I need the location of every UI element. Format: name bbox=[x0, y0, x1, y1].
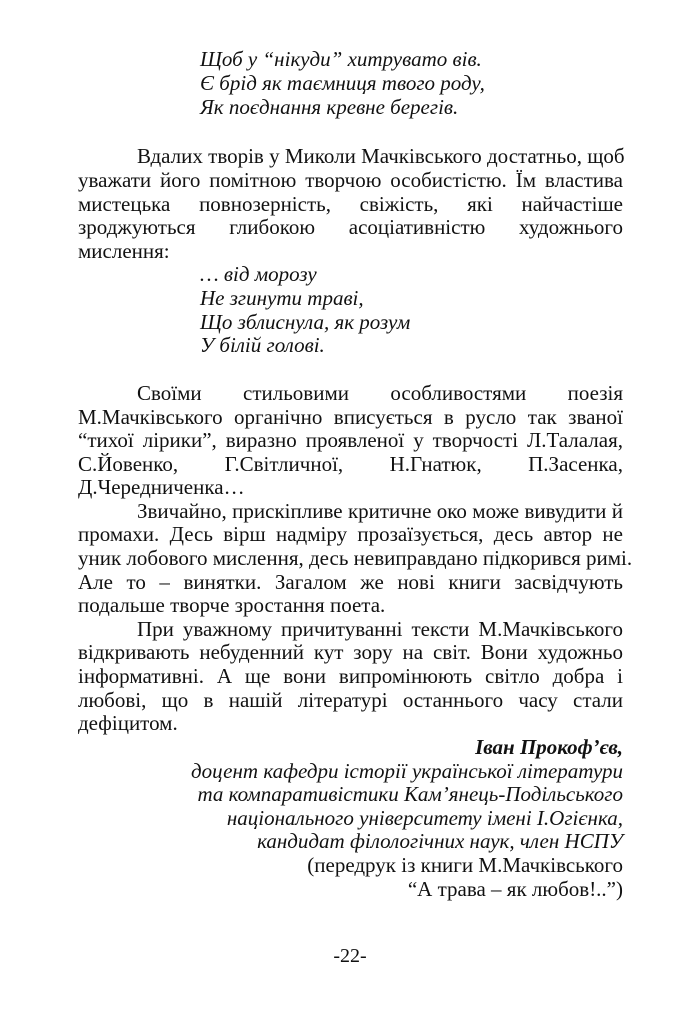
para2-line-3: “тихої лірики”, виразно проявленої у творчості Л.Талалая, bbox=[78, 428, 623, 452]
para3-line-1: Звичайно, прискіпливе критичне око може вивудити й bbox=[137, 499, 623, 523]
para2-line-4: С.Йовенко, Г.Світличної, Н.Гнатюк, П.Засенка, bbox=[78, 452, 623, 476]
para1-line-2: уважати його помітною творчою особистістю. Їм властива bbox=[78, 168, 623, 192]
para4-line-4: любові, що в нашій літературі останнього часу стали bbox=[78, 688, 623, 712]
poem2-line-1: … від морозу bbox=[200, 262, 317, 286]
poem1-line-2: Є брід як таємниця твого роду, bbox=[200, 71, 485, 95]
para4-line-1: При уважному причитуванні тексти М.Мачківського bbox=[137, 617, 623, 641]
poem2-line-4: У білій голові. bbox=[200, 333, 325, 357]
para1-line-4: зроджуються глибокою асоціативністю художнього bbox=[78, 215, 623, 239]
page-number: -22- bbox=[333, 945, 367, 967]
poem1-line-3: Як поєднання кревне берегів. bbox=[200, 95, 459, 119]
para3-line-3: уник лобового мислення, десь невиправдано підкорився римі. bbox=[78, 546, 633, 570]
para4-line-2: відкривають небуденний кут зору на світ. Вони художньо bbox=[78, 640, 623, 664]
reprint-note-line-1: (передрук із книги М.Мачківського bbox=[307, 853, 623, 877]
poem2-line-3: Що зблиснула, як розум bbox=[200, 310, 411, 334]
para4-line-3: інформативні. А ще вони випромінюють світло добра і bbox=[78, 664, 623, 688]
para1-line-5: мислення: bbox=[78, 239, 170, 263]
author-title-line-2: та компаративістики Кам’янець-Подільського bbox=[197, 782, 623, 806]
reprint-note-line-2: “А трава – як любов!..”) bbox=[407, 877, 623, 901]
para2-line-1: Своїми стильовими особливостями поезія bbox=[137, 381, 623, 405]
author-title-line-1: доцент кафедри історії української літератури bbox=[191, 759, 623, 783]
para1-line-1: Вдалих творів у Миколи Мачківського достатньо, щоб bbox=[137, 144, 625, 168]
author-name: Іван Прокоф’єв, bbox=[475, 735, 623, 759]
author-title-line-4: кандидат філологічних наук, член НСПУ bbox=[257, 829, 623, 853]
poem1-line-1: Щоб у “нікуди” хитрувато вів. bbox=[200, 47, 482, 71]
para4-line-5: дефіцитом. bbox=[78, 711, 178, 735]
para3-line-5: подальше творче зростання поета. bbox=[78, 593, 386, 617]
poem2-line-2: Не згинути траві, bbox=[200, 286, 364, 310]
author-title-line-3: національного університету імені І.Огієнка, bbox=[226, 806, 623, 830]
para2-line-2: М.Мачківського органічно вписується в русло так званої bbox=[78, 405, 623, 429]
para3-line-2: промахи. Десь вірш надміру прозаїзується, десь автор не bbox=[78, 522, 623, 546]
para2-line-5: Д.Чередниченка… bbox=[78, 475, 245, 499]
para3-line-4: Але то – винятки. Загалом же нові книги засвідчують bbox=[78, 570, 623, 594]
para1-line-3: мистецька повнозерність, свіжість, які найчастіше bbox=[78, 192, 623, 216]
